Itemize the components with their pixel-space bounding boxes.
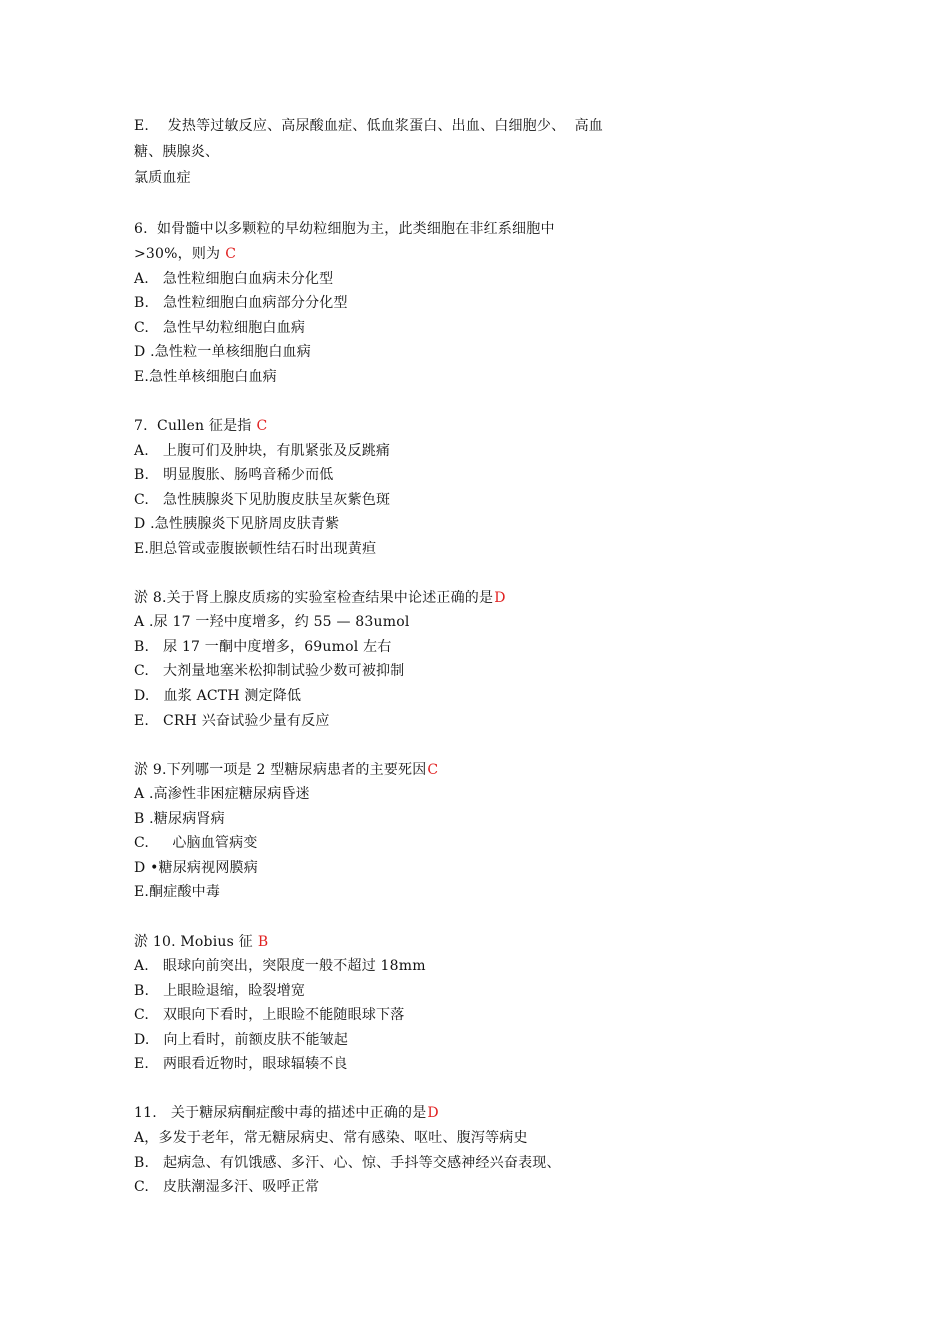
q11-stem [134, 1103, 910, 1123]
q6-stem-line1: 6. 如骨髓中以多颗粒的早幼粒细胞为主，此类细胞在非红系细胞中 [134, 221, 555, 237]
q6-option-b: B. 急性粒细胞白血病部分分化型 [134, 295, 348, 311]
q7-stem-text: 7. Cullen 征是指 [134, 418, 252, 434]
q8-answer: D [494, 590, 506, 606]
q8-option-a: A .尿 17 一羟中度增多，约 55 — 83umol [134, 614, 410, 630]
q9-stem [134, 760, 910, 780]
q10-option-d: D. 向上看时，前额皮肤不能皱起 [134, 1032, 349, 1048]
q5-option-e-line2: 糖、胰腺炎、 [134, 144, 220, 160]
q8-option-d: D. 血浆 ACTH 测定降低 [134, 688, 302, 704]
q10-stem-text: 淤 10. Mobius 征 [134, 934, 253, 950]
q11-answer: D [427, 1105, 439, 1121]
q11-option-a: A，多发于老年，常无糖尿病史、常有感染、呕吐、腹泻等病史 [134, 1130, 528, 1146]
q6-answer: C [225, 246, 237, 262]
q9-option-d: D •糖尿病视网膜病 [134, 860, 258, 876]
q7-option-c: C. 急性胰腺炎下见肋腹皮肤呈灰紫色斑 [134, 492, 391, 508]
q11-option-b: B. 起病急、有饥饿感、多汗、心、惊、手抖等交感神经兴奋表现、 [134, 1155, 561, 1171]
q7-stem [134, 416, 910, 436]
q9-option-e: E.酮症酸中毒 [134, 884, 221, 900]
q6-option-e: E.急性单核细胞白血病 [134, 369, 277, 385]
q8-option-e: E. CRH 兴奋试验少量有反应 [134, 713, 330, 729]
q5-option-e-line1: E. 发热等过敏反应、高尿酸血症、低血浆蛋白、出血、白细胞少、 高血 [134, 118, 603, 134]
q7-option-b: B. 明显腹胀、肠鸣音稀少而低 [134, 467, 334, 483]
q8-stem [134, 588, 910, 608]
q9-option-a: A .高渗性非困症糖尿病昏迷 [134, 786, 310, 802]
q9-answer: C [427, 762, 439, 778]
q10-option-e: E. 两眼看近物时，眼球辐辏不良 [134, 1056, 348, 1072]
q8-option-b: B. 尿 17 一酮中度增多，69umol 左右 [134, 639, 392, 655]
q5-option-e-line3: 氯质血症 [134, 170, 191, 186]
q9-stem-text: 淤 9.下列哪一项是 2 型糖尿病患者的主要死因 [134, 762, 427, 778]
q7-option-a: A. 上腹可们及肿块，有肌紧张及反跳痛 [134, 443, 391, 459]
q11-stem-text: 11. 关于糖尿病酮症酸中毒的描述中正确的是 [134, 1105, 427, 1121]
q10-option-a: A. 眼球向前突出，突限度一般不超过 18mm [134, 958, 426, 974]
q8-stem-text: 淤 8.关于肾上腺皮质疡的实验室检查结果中论述正确的是 [134, 590, 494, 606]
q6-option-a: A. 急性粒细胞白血病未分化型 [134, 271, 334, 287]
q6-option-c: C. 急性早幼粒细胞白血病 [134, 320, 306, 336]
q9-option-c: C. 心脑血管病变 [134, 835, 258, 851]
q7-answer: C [256, 418, 268, 434]
q9-option-b: B .糖尿病肾病 [134, 811, 225, 827]
q10-answer: B [257, 934, 269, 950]
q10-option-b: B. 上眼睑退缩，睑裂增宽 [134, 983, 306, 999]
q8-option-c: C. 大剂量地塞米松抑制试验少数可被抑制 [134, 663, 405, 679]
q10-option-c: C. 双眼向下看时，上眼睑不能随眼球下落 [134, 1007, 405, 1023]
q7-option-e: E.胆总管或壶腹嵌顿性结石时出现黄疸 [134, 541, 377, 557]
q6-stem-text: >30%，则为 [134, 246, 221, 262]
q6-stem-line2 [134, 244, 910, 264]
q11-option-c: C. 皮肤潮湿多汗、吸呼正常 [134, 1179, 320, 1195]
q10-stem [134, 932, 910, 952]
q6-option-d: D .急性粒一单核细胞白血病 [134, 344, 311, 360]
q7-option-d: D .急性胰腺炎下见脐周皮肤青紫 [134, 516, 340, 532]
